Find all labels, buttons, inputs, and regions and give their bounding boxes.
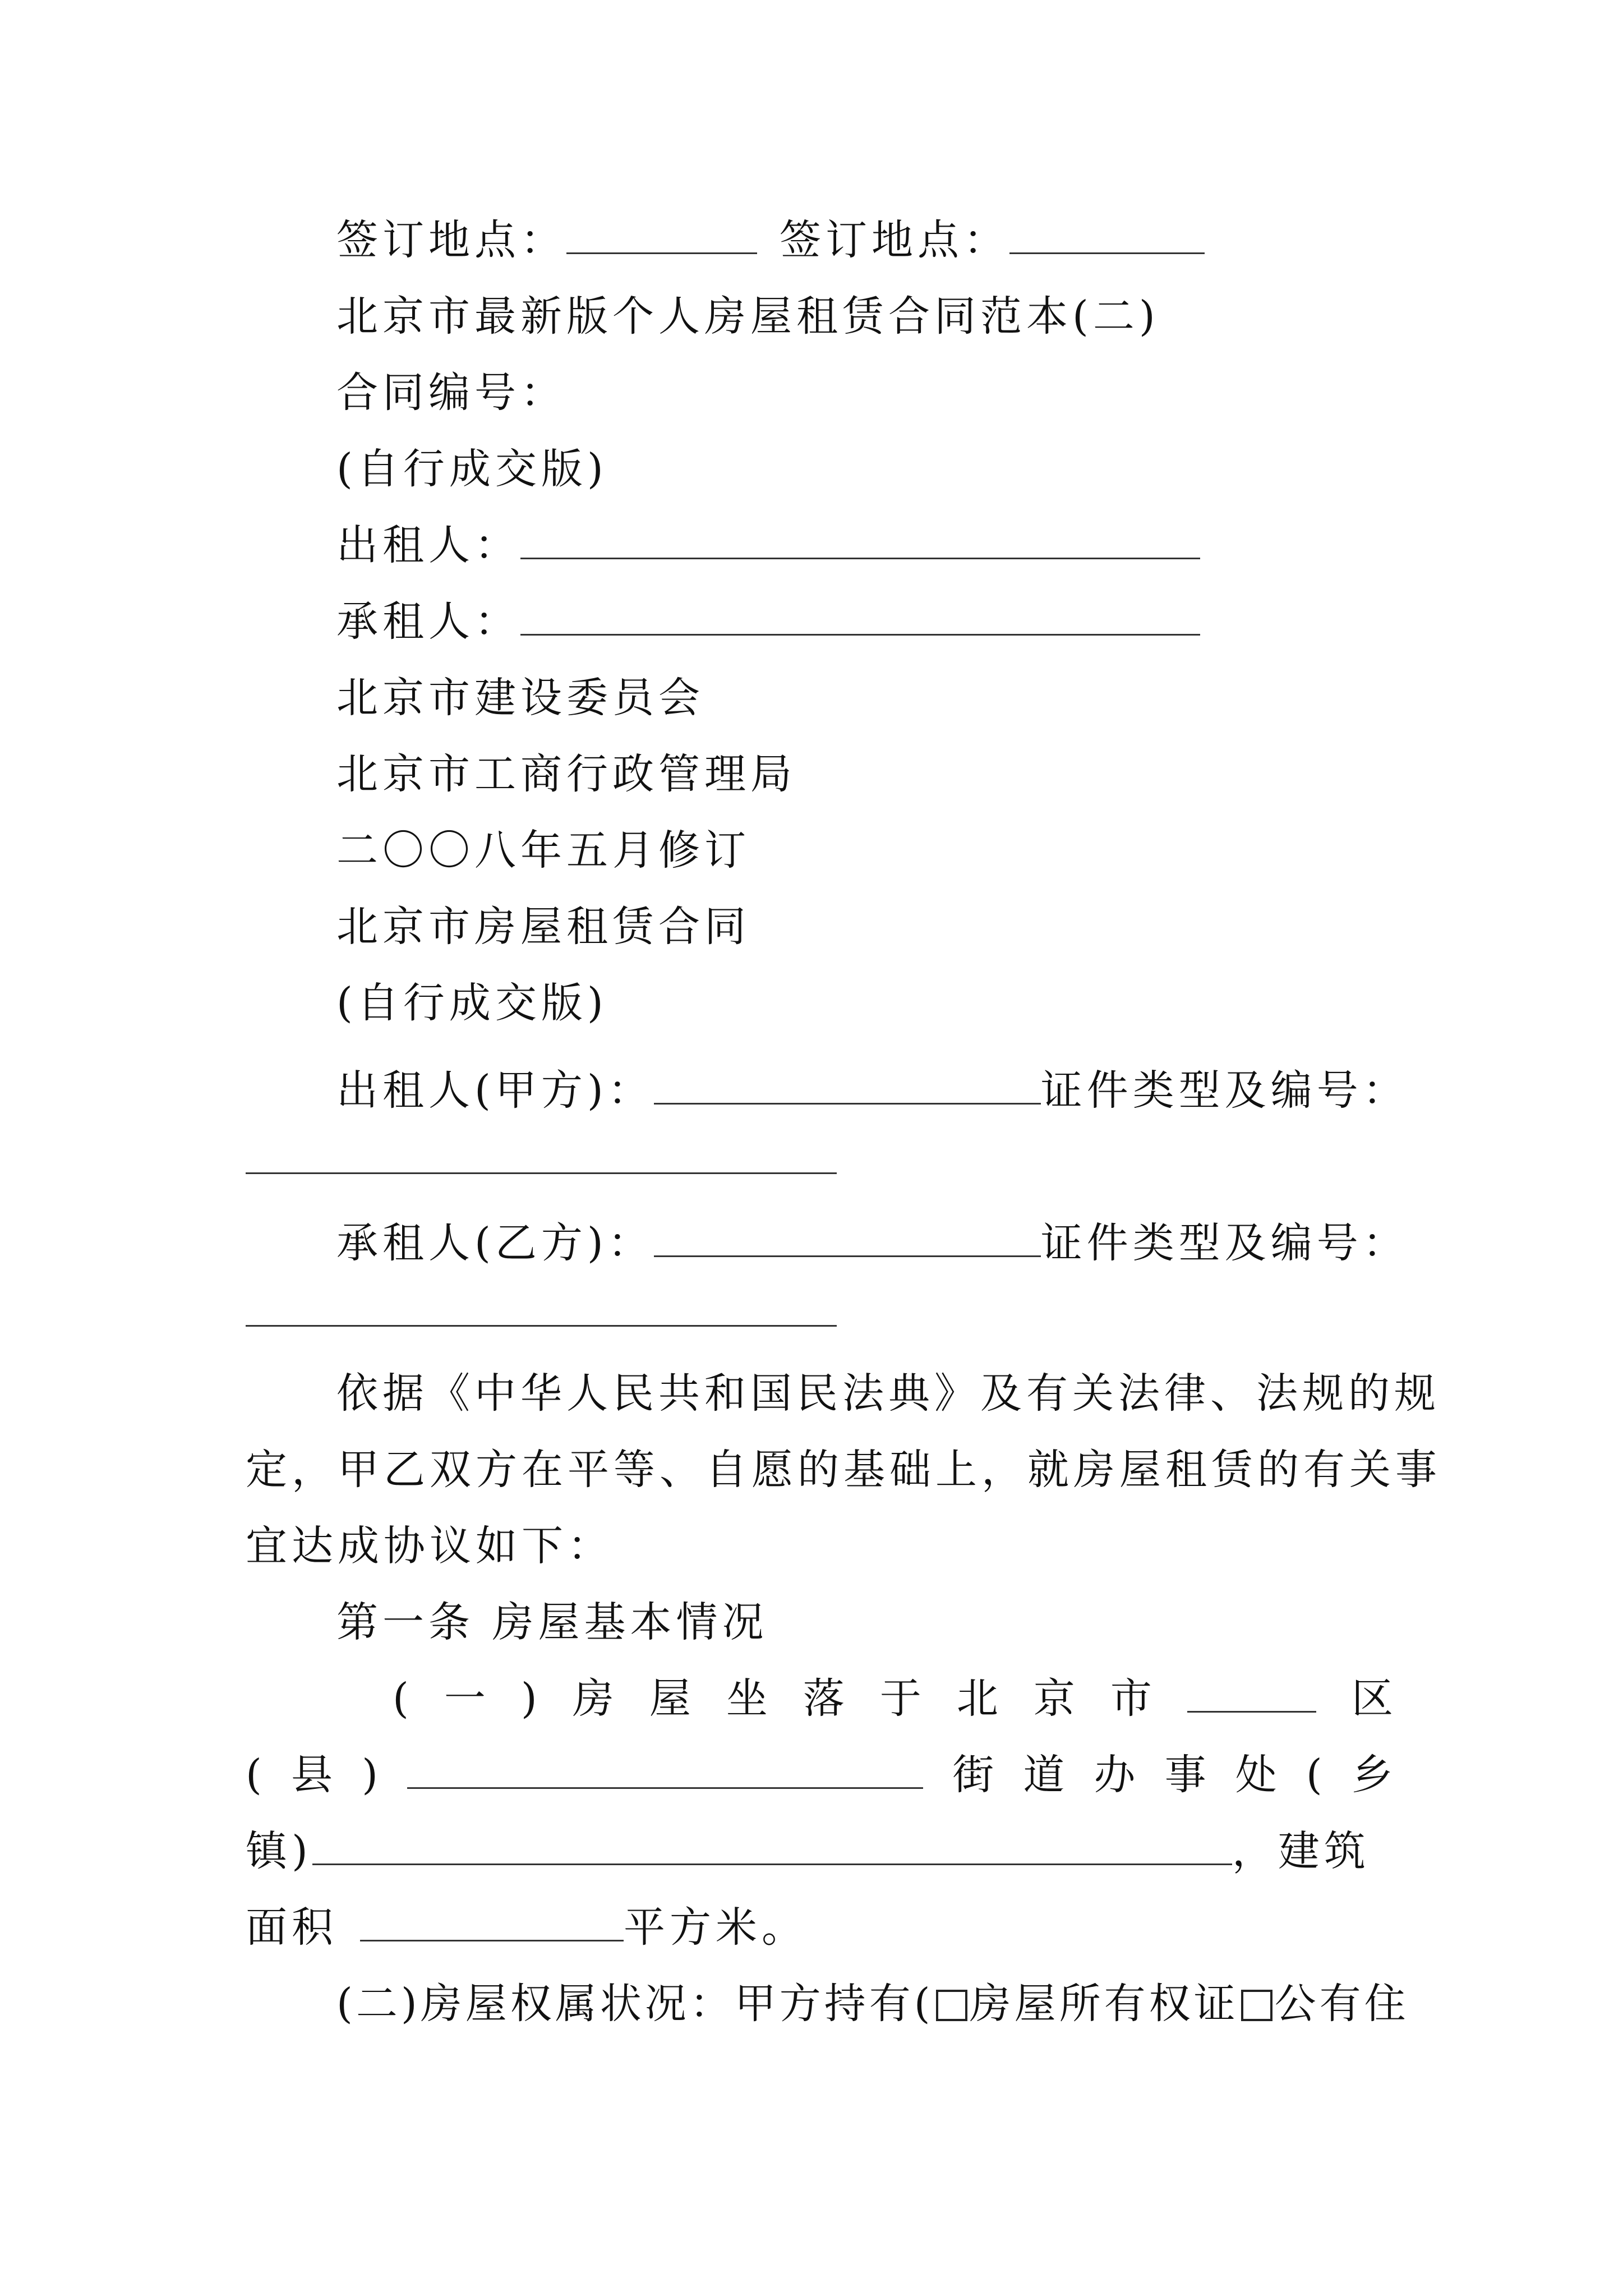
article-1-heading: 第一条 房屋基本情况 — [336, 1598, 768, 1646]
area-unit: 平方米。 — [624, 1903, 808, 1952]
item1-char: ( — [1306, 1751, 1322, 1799]
signing-place-label: 签订地点： — [336, 216, 566, 264]
item1-char: 京 — [1033, 1674, 1075, 1723]
item1-char: 事 — [1164, 1751, 1206, 1799]
property-location-line-2 — [246, 1747, 1393, 1803]
item1-char: 北 — [956, 1674, 998, 1723]
item1-char: 道 — [1023, 1751, 1065, 1799]
property-location-line-3 — [246, 1823, 1370, 1879]
document-title: 北京市最新版个人房屋租赁合同范本(二) — [336, 292, 1160, 341]
party-a-name-blank[interactable] — [654, 1066, 1041, 1105]
item1-char: 县 — [291, 1751, 333, 1799]
district-label: 区 — [1351, 1674, 1393, 1723]
preamble-line-3: 宜达成协议如下： — [246, 1522, 614, 1570]
lessee-label: 承租人： — [336, 597, 520, 646]
contract-name: 北京市房屋租赁合同 — [336, 903, 750, 951]
version-note: (自行成交版) — [336, 445, 608, 493]
item1-char: 于 — [879, 1674, 921, 1723]
party-a-id-label: 证件类型及编号： — [1040, 1066, 1409, 1115]
ownership-cert-option: 房屋所有权证 — [969, 1980, 1239, 2028]
issuer-industry-commerce-bureau: 北京市工商行政管理局 — [336, 750, 796, 798]
lessee-blank[interactable] — [520, 597, 1200, 636]
item1-char: 市 — [1110, 1674, 1152, 1723]
public-housing-option: 公有住 — [1274, 1980, 1409, 2028]
property-area-line — [246, 1899, 808, 1955]
item1-char: ) — [520, 1674, 537, 1723]
item1-char: 处 — [1235, 1751, 1277, 1799]
ownership-status-line — [336, 1976, 1409, 2032]
ownership-prefix: (二)房屋权属状况：甲方持有( — [336, 1980, 934, 2028]
contract-number-label: 合同编号： — [336, 369, 566, 417]
item1-char: 一 — [444, 1674, 486, 1723]
area-label: 面积 — [246, 1903, 338, 1952]
item1-char: 屋 — [649, 1674, 691, 1723]
lessor-line — [336, 517, 1200, 573]
party-b-id-label: 证件类型及编号： — [1040, 1219, 1409, 1267]
preamble-line-2: 定，甲乙双方在平等、自愿的基础上，就房屋租赁的有关事 — [246, 1446, 1441, 1494]
lessor-label: 出租人： — [336, 521, 520, 569]
item1-char: 街 — [952, 1751, 994, 1799]
item1-char: 乡 — [1351, 1751, 1393, 1799]
town-label: 镇) — [246, 1827, 312, 1875]
version-note-2: (自行成交版) — [336, 979, 608, 1027]
item1-char: 办 — [1094, 1751, 1136, 1799]
party-b-id-blank[interactable] — [246, 1325, 837, 1327]
item1-char: 落 — [803, 1674, 845, 1723]
lessor-blank[interactable] — [520, 521, 1200, 559]
county-street-blank[interactable] — [407, 1750, 923, 1789]
public-housing-checkbox[interactable] — [1241, 1990, 1272, 2021]
party-b-name-blank[interactable] — [654, 1218, 1041, 1257]
ownership-cert-checkbox[interactable] — [936, 1990, 967, 2021]
item1-char: 坐 — [726, 1674, 768, 1723]
signing-place-line — [336, 212, 1205, 268]
property-location-line-1 — [393, 1671, 1393, 1727]
preamble-line-1: 依据《中华人民共和国民法典》及有关法律、法规的规 — [336, 1369, 1440, 1418]
party-b-line — [336, 1215, 1409, 1271]
area-blank[interactable] — [360, 1903, 624, 1941]
party-a-label: 出租人(甲方)： — [336, 1066, 654, 1115]
item1-char: 房 — [572, 1674, 614, 1723]
party-b-label: 承租人(乙方)： — [336, 1219, 654, 1267]
signing-place-blank-2[interactable] — [1009, 215, 1205, 254]
item1-char: ( — [393, 1674, 409, 1723]
signing-place-blank[interactable] — [566, 215, 757, 254]
revision-date: 二〇〇八年五月修订 — [336, 826, 750, 875]
signing-place-label-2: 签订地点： — [780, 216, 1009, 264]
party-a-id-blank[interactable] — [246, 1172, 837, 1174]
party-a-line — [336, 1062, 1409, 1119]
building-area-label: ，建筑 — [1232, 1827, 1370, 1875]
item1-char: ) — [362, 1751, 378, 1799]
town-blank[interactable] — [312, 1826, 1232, 1865]
lessee-line — [336, 593, 1200, 650]
item1-char: ( — [246, 1751, 262, 1799]
issuer-construction-committee: 北京市建设委员会 — [336, 674, 704, 722]
district-blank[interactable] — [1187, 1674, 1316, 1713]
